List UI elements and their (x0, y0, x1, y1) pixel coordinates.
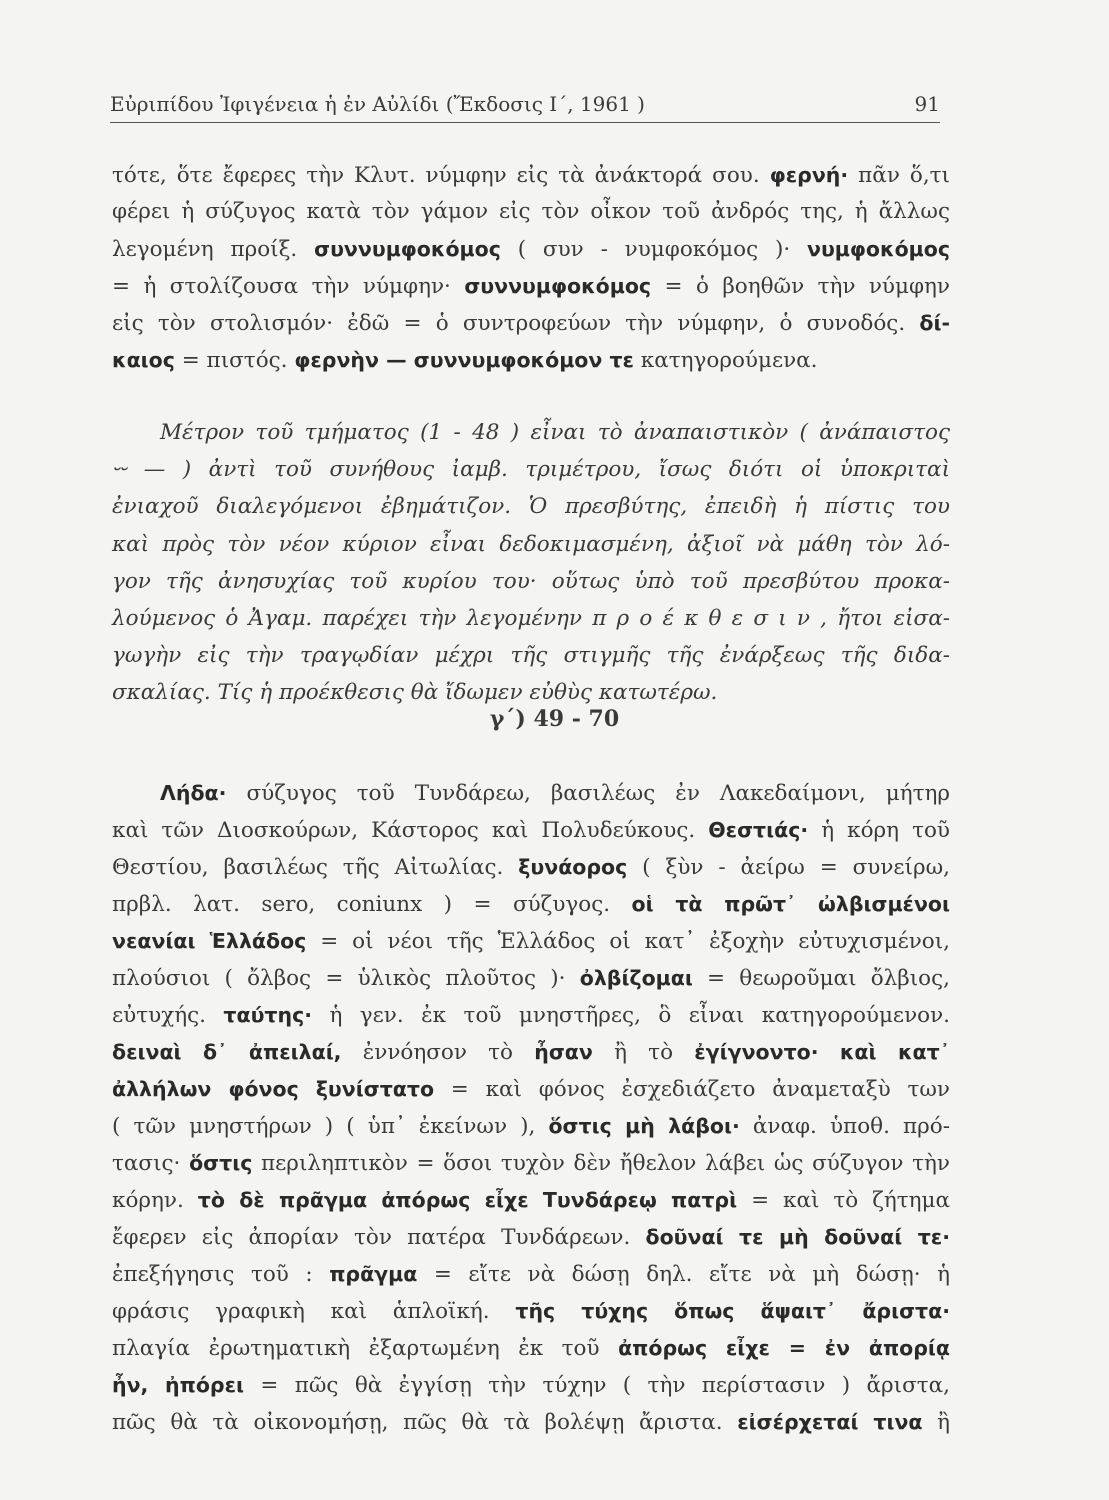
bold-term: εἰσέρχεταί τινα (737, 1410, 923, 1434)
text-segment: περιληπτικὸν = ὅσοι τυχὸν δὲν ἤθελον λάβει ὡς σύζυγον τὴν (252, 1151, 950, 1176)
text-segment: φέρει ἡ σύζυγος κατὰ τὸν γάμον εἰς τὸν οἶκον τοῦ ἀνδρός της, ἡ ἄλλως (112, 199, 950, 224)
text-segment: ⏑⏑ — ) ἀντὶ τοῦ συνήθους ἰαμβ. τριμέτρου, ἴσως διότι οἱ ὑποκριταὶ (112, 457, 950, 482)
bold-term: νεανίαι Ἑλλάδος (112, 929, 307, 953)
text-segment: πρβλ. λατ. sero, coniunx ) = σύζυγος. (112, 892, 632, 917)
text-line (112, 604, 950, 634)
text-line (160, 778, 950, 809)
text-segment: καὶ τῶν Διοσκούρων, Κάστορος καὶ Πολυδεύκους. (112, 818, 709, 843)
text-segment: = πιστός. (174, 348, 295, 373)
text-segment: ἐννόησον τὸ (341, 1040, 535, 1065)
header-title: Εὐριπίδου Ἰφιγένεια ἡ ἐν Αὐλίδι (Ἔκδοσις Ι΄, 1961 ) (110, 92, 645, 116)
text-line (112, 1148, 950, 1179)
bold-term: δοῦναί τε μὴ δοῦναί τε· (645, 1225, 950, 1249)
text-line (112, 234, 950, 265)
text-line (112, 345, 950, 376)
text-segment: = ὁ βοηθῶν τὴν νύμφην (651, 274, 950, 299)
bold-term: καιος (112, 348, 175, 372)
text-line (112, 1111, 950, 1142)
text-line (112, 455, 950, 485)
text-segment: ( συν - νυμφοκόμος )· (500, 237, 807, 262)
bold-term: ἀπόρως εἶχε = ἐν ἀπορίᾳ (618, 1336, 950, 1360)
text-line (112, 815, 950, 846)
text-segment: πῶς θὰ τὰ οἰκονομήσῃ, πῶς θὰ τὰ βολέψῃ ἄριστα. (112, 1410, 738, 1435)
text-segment: = καὶ τὸ ζήτημα (737, 1188, 950, 1213)
bold-term: οἱ τὰ πρῶτ᾽ ὠλβισμένοι (631, 892, 950, 916)
bold-term: ἀλλήλων φόνος ξυνίστατο (112, 1077, 435, 1101)
text-segment: ( ξὺν - ἀείρω = συνείρω, (627, 855, 950, 880)
bold-term: ταύτης· (223, 1003, 313, 1027)
bold-term: ὅστις (189, 1151, 253, 1175)
text-segment (819, 1040, 840, 1065)
text-segment: λεγομένη προίξ. (112, 237, 315, 262)
text-segment: κόρην. (112, 1188, 198, 1213)
text-line (112, 271, 950, 302)
text-line (112, 1037, 950, 1068)
text-segment: ἀναφ. ὑποθ. πρό- (739, 1114, 950, 1139)
text-segment: σύζυγος τοῦ Τυνδάρεω, βασιλέως ἐν Λακεδαίμονι, μήτηρ (226, 781, 950, 806)
text-segment: λούμενος ὁ Ἀγαμ. παρέχει τὴν λεγομένην π ρ ο έ κ θ ε σ ι ν , ἤτοι εἰσα- (112, 606, 950, 631)
text-segment: ἔφερεν εἰς ἀπορίαν τὸν πατέρα Τυνδάρεων. (112, 1225, 646, 1250)
text-line (112, 889, 950, 920)
text-segment: ἐνιαχοῦ διαλεγόμενοι ἐβημάτιζον. Ὁ πρεσβύτης, ἐπειδὴ ἡ πίστις του (112, 494, 950, 519)
text-segment: = πῶς θὰ ἐγγίσῃ τὴν τύχην ( τὴν περίστασιν ) ἄριστα, (244, 1373, 951, 1398)
text-segment: σκαλίας. Τίς ἡ προέκθεσις θὰ ἴδωμεν εὐθὺς κατωτέρω. (112, 680, 718, 705)
bold-term: φερνὴν — συννυμφοκόμον τε (294, 348, 634, 372)
text-segment: πλαγία ἐρωτηματικὴ ἐξαρτωμένη ἐκ τοῦ (112, 1336, 619, 1361)
bold-term: ἐγίγνοντο· (694, 1040, 819, 1064)
bold-term: τὸ δὲ πρᾶγμα ἀπόρως εἶχε Τυνδάρεῳ πατρὶ (197, 1188, 738, 1212)
bold-term: ὅστις μὴ λάβοι· (548, 1114, 740, 1138)
text-line (112, 567, 950, 597)
text-segment: = θεωροῦμαι ὄλβιος, (692, 966, 950, 991)
text-segment: ἢ (922, 1410, 951, 1435)
running-header (110, 88, 940, 123)
text-segment: πλούσιοι ( ὄλβος = ὑλικὸς πλοῦτος )· (112, 966, 580, 991)
text-line (112, 1185, 950, 1216)
text-line (112, 1407, 950, 1438)
text-segment: ἡ κόρη τοῦ (808, 818, 950, 843)
bold-term: νυμφοκόμος (807, 237, 950, 261)
text-segment: εἰς τὸν στολισμόν· ἐδῶ = ὁ συντροφεύων τὴν νύμφην, ὁ συνοδός. (112, 311, 920, 336)
text-segment: τασις· (112, 1151, 190, 1176)
bold-term: Λήδα· (160, 781, 227, 805)
text-line (112, 963, 950, 994)
text-line (112, 926, 950, 957)
bold-term: ὀλβίζομαι (579, 966, 693, 990)
text-line (112, 1296, 950, 1327)
bold-term: ἦν, ἠπόρει (112, 1373, 244, 1397)
text-segment: γον τῆς ἀνησυχίας τοῦ κυρίου του· οὕτως ὑπὸ τοῦ πρεσβύτου προκα- (112, 569, 950, 594)
text-line (112, 678, 950, 708)
text-segment: τότε, ὅτε ἔφερες τὴν Κλυτ. νύμφην εἰς τὰ ἀνάκτορά σου. (112, 163, 770, 188)
bold-term: τῆς τύχης ὅπως ἅψαιτ᾽ ἄριστα· (515, 1299, 950, 1323)
text-line (112, 197, 950, 227)
bold-term: ξυνάορος (518, 855, 628, 879)
text-segment: = ἡ στολίζουσα τὴν νύμφην· (112, 274, 465, 299)
text-segment: γωγὴν εἰς τὴν τραγῳδίαν μέχρι τῆς στιγμῆς τῆς ἐνάρξεως τῆς διδα- (112, 643, 950, 668)
text-segment: πᾶν ὅ,τι (848, 163, 950, 188)
bold-term: φερνή· (769, 163, 849, 187)
text-segment: καὶ πρὸς τὸν νέον κύριον εἶναι δεδοκιμασμένη, ἀξιοῖ νὰ μάθη τὸν λό- (112, 532, 950, 557)
bold-term: πρᾶγμα (329, 1262, 418, 1286)
bold-term: συννυμφοκόμος (464, 274, 652, 298)
text-segment: ἡ γεν. ἐκ τοῦ μνηστῆρες, ὃ εἶναι κατηγορούμενον. (312, 1003, 950, 1028)
text-line (112, 1074, 950, 1105)
bold-term: ἦσαν (534, 1040, 593, 1064)
text-segment: = οἱ νέοι τῆς Ἑλλάδος οἱ κατ᾽ ἐξοχὴν εὐτυχισμένοι, (306, 929, 950, 954)
text-line (112, 308, 950, 339)
text-segment: ( τῶν μνηστήρων ) ( ὑπ᾽ ἐκείνων ), (112, 1114, 549, 1139)
text-line (112, 492, 950, 522)
text-line (112, 1222, 950, 1253)
bold-term: καὶ κατ᾽ (839, 1040, 950, 1064)
text-line (160, 418, 950, 448)
text-segment: ἢ τὸ (592, 1040, 695, 1065)
text-segment: φράσις γραφικὴ καὶ ἁπλοϊκή. (112, 1299, 516, 1324)
text-segment: = εἴτε νὰ δώσῃ δηλ. εἴτε νὰ μὴ δώσῃ· ἡ (417, 1262, 950, 1287)
text-line (112, 1333, 950, 1364)
text-line (112, 1259, 950, 1290)
text-segment: = καὶ φόνος ἐσχεδιάζετο ἀναμεταξὺ των (434, 1077, 950, 1102)
bold-term: συννυμφοκόμος (314, 237, 501, 261)
text-line (112, 1370, 950, 1401)
text-line (112, 160, 950, 191)
bold-term: Θεστιάς· (708, 818, 809, 842)
text-segment: Θεστίου, βασιλέως τῆς Αἰτωλίας. (112, 855, 519, 880)
text-line (112, 1000, 950, 1031)
text-segment: κατηγορούμενα. (633, 348, 818, 373)
bold-term: δί- (919, 311, 950, 335)
bold-term: δειναὶ δ᾽ ἀπειλαί, (112, 1040, 342, 1064)
text-segment: εὐτυχής. (112, 1003, 224, 1028)
text-line (112, 530, 950, 560)
text-segment: Μέτρον τοῦ τμήματος (1 - 48 ) εἶναι τὸ ἀναπαιστικὸν ( ἀνάπαιστος (160, 420, 950, 445)
text-segment: ἐπεξήγησις τοῦ : (112, 1262, 330, 1287)
page-number: 91 (914, 92, 940, 116)
text-line (112, 852, 950, 883)
text-line (112, 641, 950, 671)
section-heading: γ΄) 49 - 70 (489, 706, 620, 732)
